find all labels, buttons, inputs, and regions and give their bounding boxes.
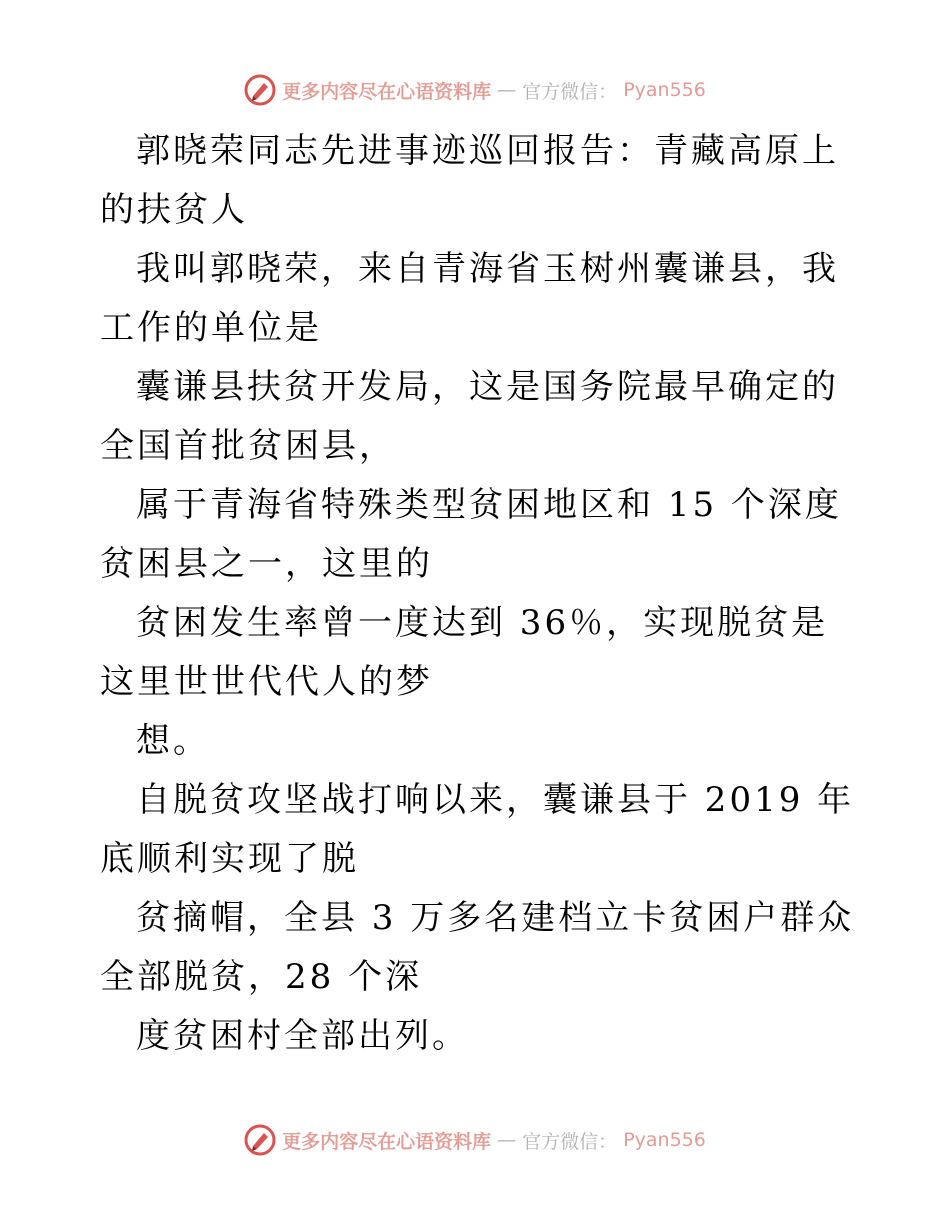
paragraph: 自脱贫攻坚战打响以来，囊谦县于 2019 年底顺利实现了脱 [100, 780, 855, 879]
banner-wechat-id: Pyan556 [623, 1129, 706, 1151]
paragraph: 贫摘帽，全县 3 万多名建档立卡贫困户群众全部脱贫，28 个深 [100, 898, 855, 997]
banner-main-text: 更多内容尽在心语资料库 [282, 80, 492, 103]
banner-main-text: 更多内容尽在心语资料库 [282, 1130, 492, 1153]
pen-logo-icon [244, 1124, 276, 1156]
paragraph-title: 郭晓荣同志先进事迹巡回报告：青藏高原上的扶贫人 [100, 131, 839, 230]
banner-separator: — [497, 79, 517, 101]
pen-logo-icon [244, 74, 276, 106]
paragraph: 贫困发生率曾一度达到 36％，实现脱贫是这里世世代代人的梦 [100, 603, 829, 702]
banner-separator: — [497, 1129, 517, 1151]
banner-wechat-label: 官方微信： [522, 80, 618, 103]
banner-wechat-label: 官方微信： [522, 1130, 618, 1153]
banner-wechat-id: Pyan556 [623, 79, 706, 101]
paragraph: 属于青海省特殊类型贫困地区和 15 个深度贫困县之一，这里的 [100, 485, 842, 584]
footer-banner [0, 1120, 950, 1160]
paragraph: 囊谦县扶贫开发局，这是国务院最早确定的全国首批贫困县， [100, 367, 839, 466]
paragraph: 度贫困村全部出列。 [136, 1016, 469, 1056]
header-banner [0, 70, 950, 110]
paragraph: 想。 [136, 721, 210, 761]
document-body [100, 122, 860, 1066]
paragraph: 我叫郭晓荣，来自青海省玉树州囊谦县，我工作的单位是 [100, 249, 839, 348]
